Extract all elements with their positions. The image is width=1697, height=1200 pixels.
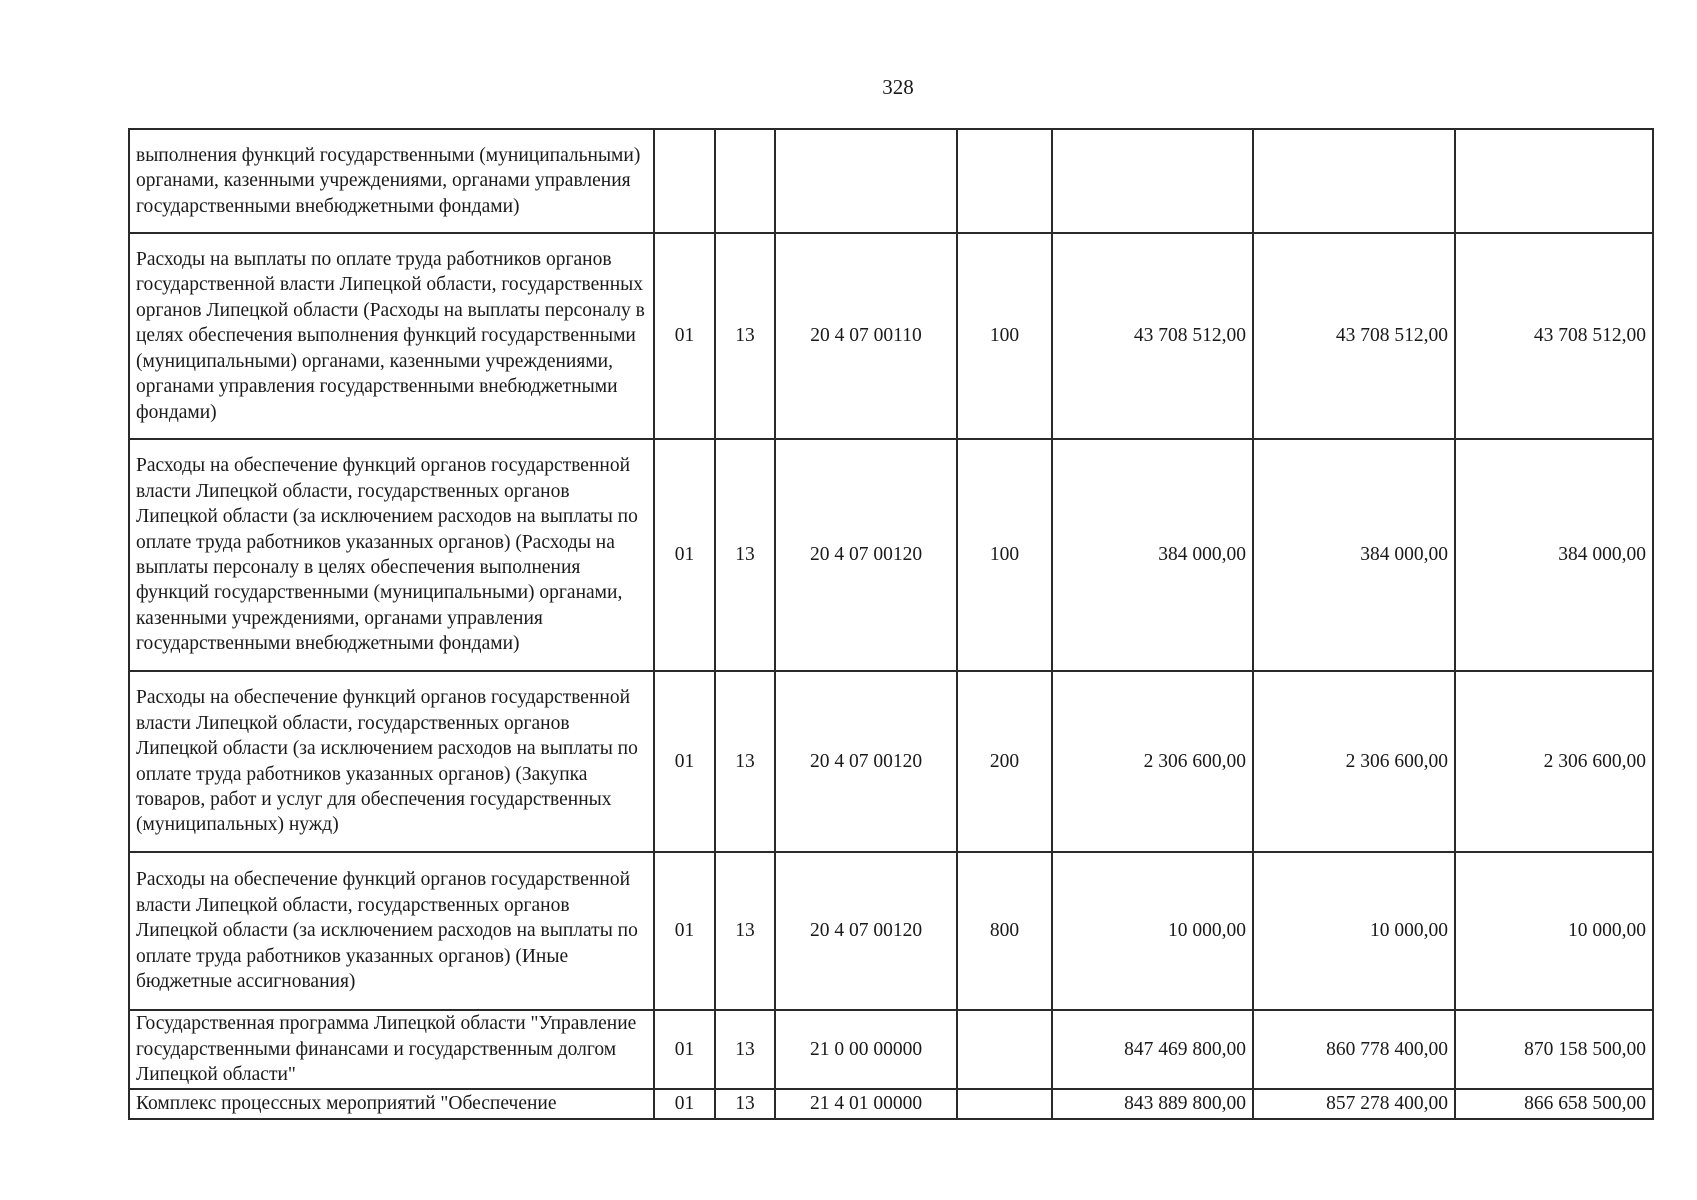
row-amount-year-2: 10 000,00 <box>1253 852 1455 1010</box>
row-amount-year-2: 384 000,00 <box>1253 439 1455 671</box>
row-amount-year-1: 10 000,00 <box>1052 852 1253 1010</box>
row-section: 01 <box>654 1010 715 1089</box>
row-expense-type: 800 <box>957 852 1052 1010</box>
row-description: выполнения функций государственными (муниципальными) органами, казенными учреждениями, органами управления государственными внебюджетными фондами) <box>129 129 654 233</box>
row-subsection: 13 <box>715 233 775 439</box>
row-section <box>654 129 715 233</box>
row-amount-year-3: 2 306 600,00 <box>1455 671 1653 852</box>
row-expense-type <box>957 129 1052 233</box>
row-expense-type <box>957 1010 1052 1089</box>
row-description: Расходы на обеспечение функций органов государственной власти Липецкой области, государственных органов Липецкой области (за исключением расходов на выплаты по оплате труда работников указанных органов) (Расходы на выплаты персоналу в целях обеспечения выполнения функций государственными (муниципальными) органами, казенными учреждениями, органами управления государственными внебюджетными фондами) <box>129 439 654 671</box>
row-description: Государственная программа Липецкой области "Управление государственными финансами и государственным долгом Липецкой области" <box>129 1010 654 1089</box>
row-target-article: 20 4 07 00120 <box>775 671 957 852</box>
row-amount-year-2: 860 778 400,00 <box>1253 1010 1455 1089</box>
table-row <box>129 1089 1653 1119</box>
table-row <box>129 1010 1653 1089</box>
row-amount-year-1 <box>1052 129 1253 233</box>
row-subsection: 13 <box>715 1010 775 1089</box>
row-amount-year-2: 857 278 400,00 <box>1253 1089 1455 1119</box>
row-amount-year-3: 384 000,00 <box>1455 439 1653 671</box>
row-section: 01 <box>654 852 715 1010</box>
row-subsection: 13 <box>715 439 775 671</box>
row-target-article: 20 4 07 00110 <box>775 233 957 439</box>
row-subsection: 13 <box>715 1089 775 1119</box>
row-target-article: 20 4 07 00120 <box>775 852 957 1010</box>
row-target-article: 21 4 01 00000 <box>775 1089 957 1119</box>
table-row <box>129 129 1653 233</box>
row-subsection: 13 <box>715 671 775 852</box>
row-amount-year-2 <box>1253 129 1455 233</box>
row-section: 01 <box>654 233 715 439</box>
table-row <box>129 852 1653 1010</box>
row-amount-year-1: 43 708 512,00 <box>1052 233 1253 439</box>
row-amount-year-3: 10 000,00 <box>1455 852 1653 1010</box>
row-expense-type: 100 <box>957 439 1052 671</box>
row-amount-year-2: 2 306 600,00 <box>1253 671 1455 852</box>
row-amount-year-1: 847 469 800,00 <box>1052 1010 1253 1089</box>
row-amount-year-3 <box>1455 129 1653 233</box>
row-amount-year-1: 384 000,00 <box>1052 439 1253 671</box>
table-row <box>129 439 1653 671</box>
row-target-article: 21 0 00 00000 <box>775 1010 957 1089</box>
row-description: Расходы на обеспечение функций органов государственной власти Липецкой области, государственных органов Липецкой области (за исключением расходов на выплаты по оплате труда работников указанных органов) (Закупка товаров, работ и услуг для обеспечения государственных (муниципальных) нужд) <box>129 671 654 852</box>
row-description: Комплекс процессных мероприятий "Обеспечение <box>129 1089 654 1119</box>
row-target-article: 20 4 07 00120 <box>775 439 957 671</box>
row-target-article <box>775 129 957 233</box>
row-amount-year-3: 866 658 500,00 <box>1455 1089 1653 1119</box>
row-description: Расходы на обеспечение функций органов государственной власти Липецкой области, государственных органов Липецкой области (за исключением расходов на выплаты по оплате труда работников указанных органов) (Иные бюджетные ассигнования) <box>129 852 654 1010</box>
row-section: 01 <box>654 671 715 852</box>
row-amount-year-3: 43 708 512,00 <box>1455 233 1653 439</box>
row-amount-year-1: 2 306 600,00 <box>1052 671 1253 852</box>
row-expense-type: 100 <box>957 233 1052 439</box>
page-number: 328 <box>882 75 914 99</box>
row-section: 01 <box>654 1089 715 1119</box>
row-expense-type <box>957 1089 1052 1119</box>
row-description: Расходы на выплаты по оплате труда работников органов государственной власти Липецкой области, государственных органов Липецкой области (Расходы на выплаты персоналу в целях обеспечения выполнения функций государственными (муниципальными) органами, казенными учреждениями, органами управления государственными внебюджетными фондами) <box>129 233 654 439</box>
row-section: 01 <box>654 439 715 671</box>
budget-table <box>128 128 1654 1120</box>
row-subsection: 13 <box>715 852 775 1010</box>
row-amount-year-3: 870 158 500,00 <box>1455 1010 1653 1089</box>
row-subsection <box>715 129 775 233</box>
table-row <box>129 233 1653 439</box>
row-amount-year-1: 843 889 800,00 <box>1052 1089 1253 1119</box>
row-expense-type: 200 <box>957 671 1052 852</box>
table-row <box>129 671 1653 852</box>
row-amount-year-2: 43 708 512,00 <box>1253 233 1455 439</box>
